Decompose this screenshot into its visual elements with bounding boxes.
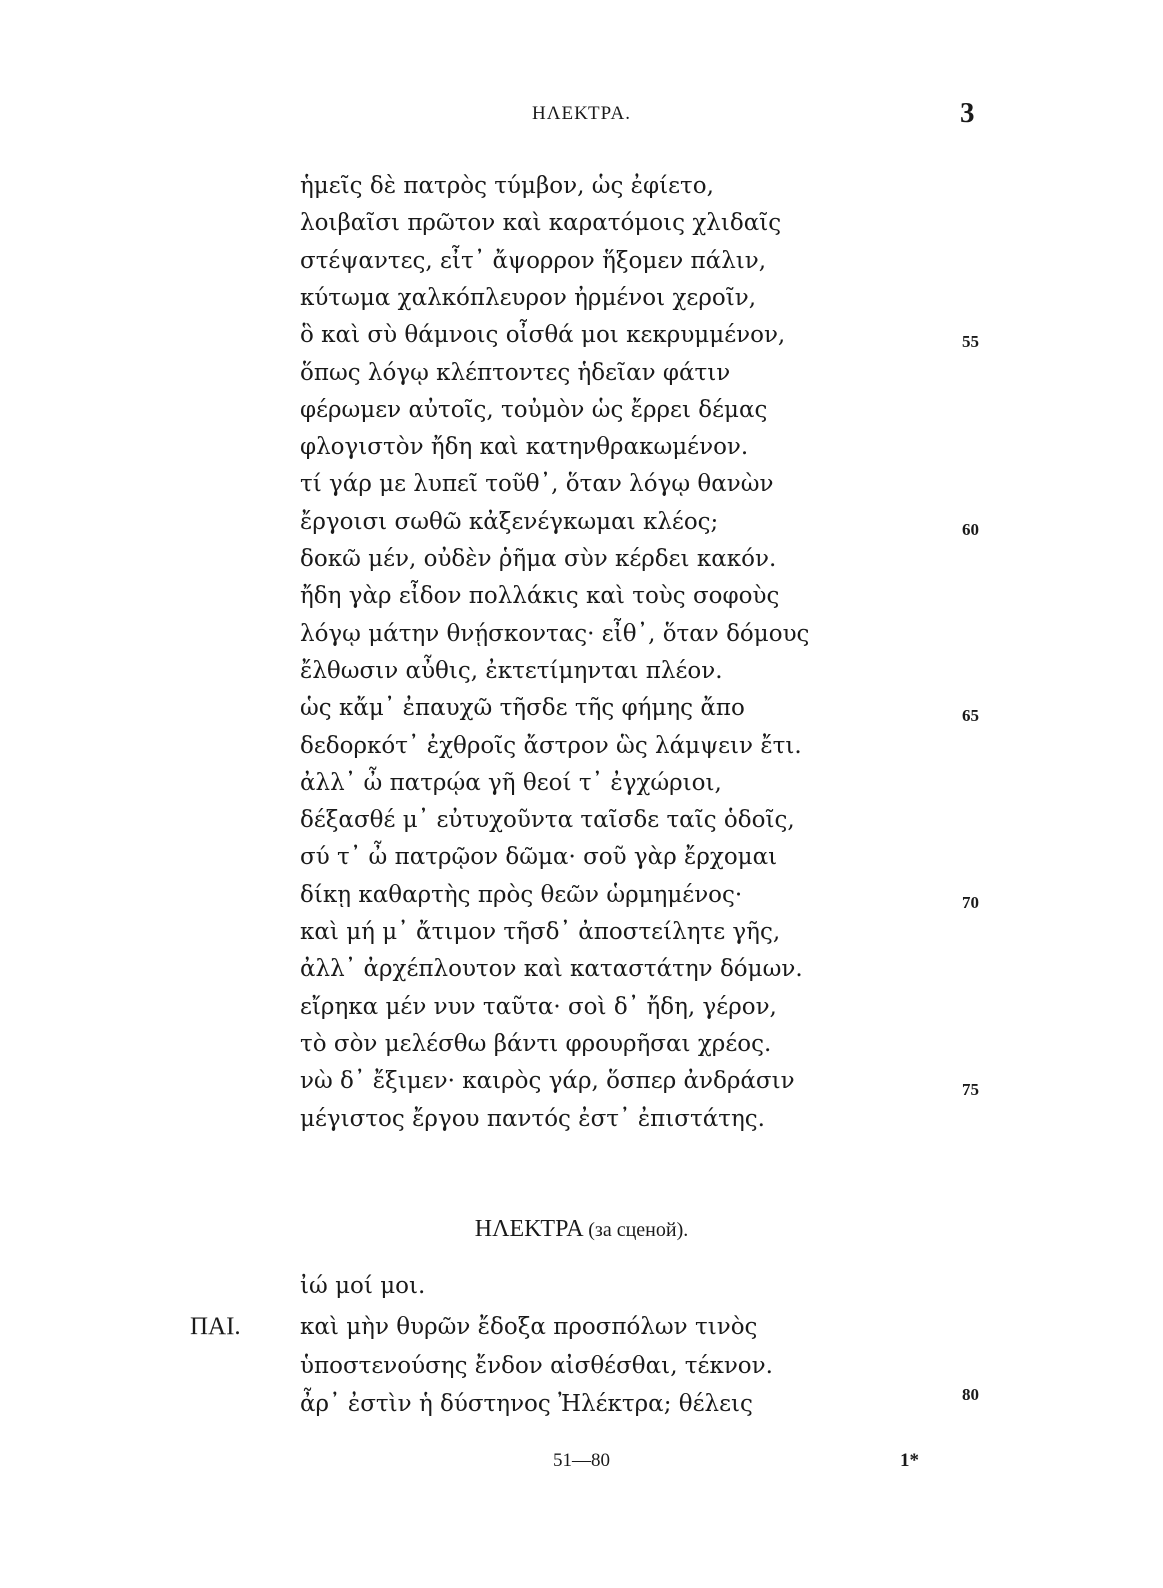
speaker-name: ΗΛΕΚΤΡΑ (474, 1216, 583, 1242)
line-number: 70 (962, 893, 979, 912)
line-number: 80 (962, 1385, 979, 1404)
stage-direction: (за сценой). (588, 1219, 689, 1241)
signature-mark: 1* (900, 1450, 919, 1471)
line-number: 75 (962, 1080, 979, 1099)
verse-line: ἔλθωσιν αὖθις, ἐκτετίμηνται πλέον. (300, 658, 723, 684)
verse-line: ἆρ᾽ ἐστὶν ἡ δύστηνος Ἠλέκτρα; θέλεις (300, 1391, 753, 1417)
verse-line: τὸ σὸν μελέσθω βάντι φρουρῆσαι χρέος. (300, 1031, 772, 1057)
verse-line: δίκῃ καθαρτὴς πρὸς θεῶν ὡρμημένος· (300, 882, 743, 908)
verse-line: σύ τ᾽ ὦ πατρῷον δῶμα· σοῦ γὰρ ἔρχομαι (300, 844, 778, 870)
footer-line-range: 51—80 (553, 1450, 610, 1471)
verse-line: δεδορκότ᾽ ἐχθροῖς ἄστρον ὣς λάμψειν ἔτι. (300, 733, 802, 759)
verse-line: στέψαντες, εἶτ᾽ ἄψορρον ἥξομεν πάλιν, (300, 248, 767, 274)
verse-line: δέξασθέ μ᾽ εὐτυχοῦντα ταῖσδε ταῖς ὁδοῖς, (300, 807, 795, 833)
verse-line: ὅπως λόγῳ κλέπτοντες ἡδεῖαν φάτιν (300, 360, 731, 386)
verse-line: κύτωμα χαλκόπλευρον ἠρμένοι χεροῖν, (300, 285, 757, 311)
verse-line: ὑποστενούσης ἔνδον αἰσθέσθαι, τέκνον. (300, 1353, 773, 1379)
speaker-label: ΠΑΙ. (190, 1313, 241, 1340)
verse-line: εἴρηκα μέν νυν ταῦτα· σοὶ δ᾽ ἤδη, γέρον, (300, 994, 777, 1020)
verse-line: λόγῳ μάτην θνῄσκοντας· εἶθ᾽, ὅταν δόμους (300, 621, 810, 647)
line-number: 55 (962, 332, 979, 351)
verse-line: ἤδη γὰρ εἶδον πολλάκις καὶ τοὺς σοφοὺς (300, 583, 780, 609)
verse-line: λοιβαῖσι πρῶτον καὶ καρατόμοις χλιδαῖς (300, 210, 782, 236)
verse-line: ἀλλ᾽ ἀρχέπλουτον καὶ καταστάτην δόμων. (300, 956, 803, 982)
verse-line: φέρωμεν αὐτοῖς, τοὐμὸν ὡς ἔρρει δέμας (300, 397, 768, 423)
speaker-heading (0, 1216, 1163, 1243)
verse-line: δοκῶ μέν, οὐδὲν ῥῆμα σὺν κέρδει κακόν. (300, 546, 777, 572)
page-number: 3 (960, 97, 975, 129)
verse-line: καὶ μὴν θυρῶν ἔδοξα προσπόλων τινὸς (300, 1314, 758, 1340)
line-number: 60 (962, 520, 979, 539)
verse-line: ἡμεῖς δὲ πατρὸς τύμβον, ὡς ἐφίετο, (300, 173, 714, 199)
verse-line: φλογιστὸν ἤδη καὶ κατηνθρακωμένον. (300, 434, 749, 460)
verse-line: νὼ δ᾽ ἔξιμεν· καιρὸς γάρ, ὅσπερ ἀνδράσιν (300, 1068, 795, 1094)
verse-line: ὃ καὶ σὺ θάμνοις οἶσθά μοι κεκρυμμένον, (300, 322, 786, 348)
verse-line: τί γάρ με λυπεῖ τοῦθ᾽, ὅταν λόγῳ θανὼν (300, 471, 774, 497)
verse-line: ὡς κἄμ᾽ ἐπαυχῶ τῆσδε τῆς φήμης ἄπο (300, 695, 745, 721)
verse-line: ἔργοισι σωθῶ κἀξενέγκωμαι κλέος; (300, 509, 719, 535)
line-number: 65 (962, 706, 979, 725)
verse-line: ἀλλ᾽ ὦ πατρῴα γῆ θεοί τ᾽ ἐγχώριοι, (300, 770, 722, 796)
verse-line: μέγιστος ἔργου παντός ἐστ᾽ ἐπιστάτης. (300, 1106, 765, 1132)
verse-line: ἰώ μοί μοι. (300, 1273, 426, 1299)
running-head: ΗΛΕΚΤΡΑ. (532, 103, 631, 124)
verse-line: καὶ μή μ᾽ ἄτιμον τῆσδ᾽ ἀποστείλητε γῆς, (300, 919, 781, 945)
